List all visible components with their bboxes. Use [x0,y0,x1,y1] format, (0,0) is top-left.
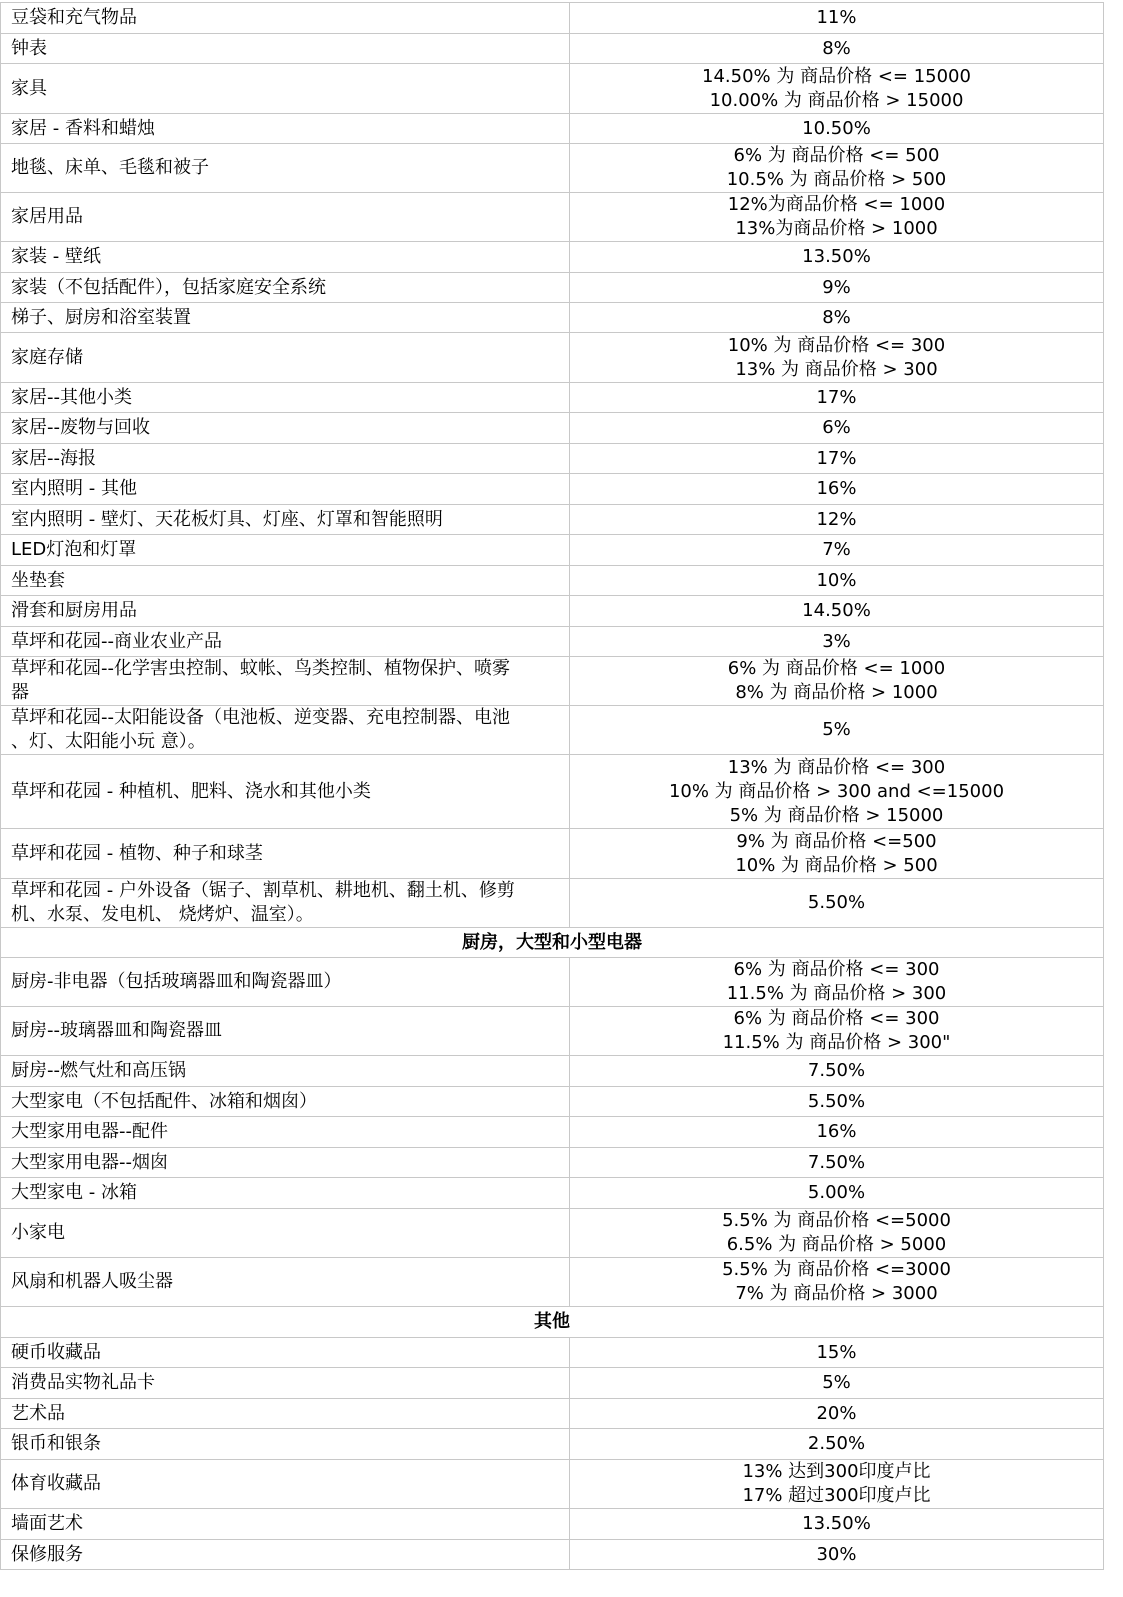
category-line: 家装（不包括配件），包括家庭安全系统 [11,276,326,298]
category-cell [1,474,570,505]
fee-line: 13% 为 商品价格 <= 300 [727,756,946,778]
table-row [1,144,1104,193]
fee-line: 5% 为 商品价格 > 15000 [729,804,944,826]
category-cell [1,333,570,383]
fee-line: 9% [822,276,851,298]
table-row [1,706,1104,755]
section-header-row [1,1307,1104,1338]
category-line: 草坪和花园 - 种植机、肥料、浇水和其他小类 [11,780,371,802]
fee-cell [570,1056,1104,1087]
category-line: 室内照明 - 壁灯、天花板灯具、灯座、灯罩和智能照明 [11,508,443,530]
table-row [1,64,1104,114]
table-row [1,273,1104,303]
fee-line: 10% [816,569,857,591]
fee-line: 11% [816,7,857,28]
category-cell [1,114,570,144]
category-cell [1,1368,570,1399]
fee-line: 13% 达到300印度卢比 [742,1461,931,1482]
category-line: 厨房--燃气灶和高压锅 [11,1060,186,1081]
fee-cell [570,1509,1104,1540]
fee-cell [570,273,1104,303]
fee-cell [570,1399,1104,1429]
fee-cell [570,1148,1104,1178]
category-line: 草坪和花园 - 户外设备（锯子、割草机、耕地机、翻土机、修剪 [11,880,515,901]
section-title: 其他 [1,1307,1104,1338]
fee-cell [570,1540,1104,1570]
category-line: 家居--废物与回收 [11,417,150,438]
category-line: 小家电 [11,1222,65,1243]
category-line: 大型家电 - 冰箱 [11,1182,137,1203]
category-cell [1,1509,570,1540]
fee-line: 14.50% 为 商品价格 <= 15000 [702,65,971,87]
fee-line: 15% [816,1341,857,1363]
table-row [1,755,1104,829]
fee-line: 5.5% 为 商品价格 <=5000 [722,1210,951,1231]
category-line: 银币和银条 [11,1433,101,1454]
fee-line: 17% [816,386,857,408]
fee-line: 10.00% 为 商品价格 > 15000 [709,89,964,111]
fee-cell [570,1368,1104,1399]
category-line: 地毯、床单、毛毯和被子 [11,157,209,178]
fee-cell [570,1460,1104,1509]
category-cell [1,755,570,829]
fee-cell [570,114,1104,144]
fee-line: 6% 为 商品价格 <= 500 [733,145,940,166]
fee-cell [570,303,1104,333]
fee-cell [570,383,1104,413]
fee-cell [570,879,1104,928]
table-row [1,1056,1104,1087]
category-cell [1,535,570,566]
category-line: 家居--海报 [11,447,96,469]
category-cell [1,706,570,755]
category-line: 机、水泵、发电机、 烧烤炉、温室）。 [11,904,314,925]
fee-cell [570,1429,1104,1460]
category-line: 梯子、厨房和浴室装置 [11,306,191,328]
fee-cell [570,34,1104,64]
category-line: 艺术品 [11,1402,65,1424]
fee-line: 9% 为 商品价格 <=500 [736,830,937,852]
category-cell [1,1460,570,1509]
fee-cell [570,755,1104,829]
table-row [1,413,1104,444]
category-line: 墙面艺术 [11,1513,83,1534]
category-cell [1,1117,570,1148]
category-line: 、灯、太阳能小玩 意）。 [11,731,206,752]
category-cell [1,657,570,706]
section-header-row [1,928,1104,958]
table-row [1,444,1104,474]
category-line: 豆袋和充气物品 [11,7,137,28]
category-cell [1,383,570,413]
category-line: 草坪和花园--太阳能设备（电池板、逆变器、充电控制器、电池 [11,707,510,728]
fee-cell [570,333,1104,383]
fee-cell [570,706,1104,755]
category-line: 体育收藏品 [11,1473,101,1494]
fee-line: 13.50% [802,246,871,267]
category-line: 室内照明 - 其他 [11,478,137,499]
fee-line: 10.50% [802,117,871,139]
category-cell [1,64,570,114]
fee-line: 6% 为 商品价格 <= 300 [733,1008,940,1029]
section-title: 厨房，大型和小型电器 [1,928,1104,958]
category-line: 钟表 [11,37,47,59]
fee-line: 10% 为 商品价格 > 300 and <=15000 [668,780,1005,802]
fee-line: 8% 为 商品价格 > 1000 [735,682,938,703]
category-line: 草坪和花园 - 植物、种子和球茎 [11,842,263,864]
table-row [1,1368,1104,1399]
fee-line: 12%为商品价格 <= 1000 [727,194,946,215]
fee-line: 20% [816,1402,857,1424]
category-cell [1,242,570,273]
fee-line: 12% [816,508,857,530]
category-cell [1,3,570,34]
fee-line: 16% [816,1121,857,1142]
category-cell [1,413,570,444]
category-cell [1,596,570,627]
category-line: 厨房-非电器（包括玻璃器皿和陶瓷器皿） [11,971,342,992]
fee-cell [570,474,1104,505]
fee-cell [570,566,1104,596]
fee-cell [570,444,1104,474]
table-row [1,383,1104,413]
category-cell [1,1429,570,1460]
fee-line: 11.5% 为 商品价格 > 300 [726,983,947,1004]
fee-cell [570,1258,1104,1307]
table-row [1,596,1104,627]
category-line: 家居--其他小类 [11,386,132,408]
category-cell [1,193,570,242]
category-cell [1,1540,570,1570]
fee-cell [570,505,1104,535]
category-cell [1,444,570,474]
category-line: 滑套和厨房用品 [11,600,137,621]
category-line: 家居 - 香料和蜡烛 [11,117,155,139]
category-cell [1,144,570,193]
table-row [1,1178,1104,1209]
fee-cell [570,242,1104,273]
table-row [1,1338,1104,1368]
category-line: 器 [11,682,29,703]
fee-line: 2.50% [807,1433,866,1454]
fee-line: 17% 超过300印度卢比 [742,1485,931,1506]
category-line: 家具 [11,77,47,99]
category-line: LED灯泡和灯罩 [11,539,137,560]
category-cell [1,505,570,535]
category-line: 草坪和花园--化学害虫控制、蚊帐、鸟类控制、植物保护、喷雾 [11,658,510,679]
table-row [1,114,1104,144]
fee-line: 5.00% [807,1182,866,1203]
category-cell [1,1399,570,1429]
category-cell [1,1178,570,1209]
category-line: 家居用品 [11,206,83,227]
fee-line: 10% 为 商品价格 <= 300 [727,334,946,356]
table-row [1,657,1104,706]
table-row [1,1429,1104,1460]
category-line: 家庭存储 [11,346,83,368]
category-line: 家装 - 壁纸 [11,246,101,267]
category-cell [1,829,570,879]
category-line: 坐垫套 [11,569,65,591]
fee-line: 7.50% [807,1151,866,1173]
category-line: 厨房--玻璃器皿和陶瓷器皿 [11,1020,222,1041]
category-line: 保修服务 [11,1543,83,1565]
fee-line: 8% [822,37,851,59]
category-cell [1,1056,570,1087]
category-cell [1,1087,570,1117]
category-cell [1,627,570,657]
fee-cell [570,1117,1104,1148]
table-row [1,958,1104,1007]
table-row [1,627,1104,657]
fee-line: 10% 为 商品价格 > 500 [735,854,938,876]
fee-line: 5.50% [807,892,866,913]
table-row [1,566,1104,596]
table-row [1,1399,1104,1429]
fee-cell [570,1087,1104,1117]
category-line: 消费品实物礼品卡 [11,1372,155,1393]
table-row [1,505,1104,535]
table-row [1,474,1104,505]
category-cell [1,879,570,928]
table-row [1,1117,1104,1148]
category-cell [1,34,570,64]
fee-line: 30% [816,1543,857,1565]
fee-cell [570,627,1104,657]
fee-cell [570,958,1104,1007]
category-line: 大型家电（不包括配件、冰箱和烟囱） [11,1090,317,1112]
table-row [1,1209,1104,1258]
fee-cell [570,3,1104,34]
table-row [1,829,1104,879]
table-row [1,1509,1104,1540]
fee-line: 5% [822,719,851,740]
category-cell [1,273,570,303]
table-row [1,1460,1104,1509]
fee-table [0,2,1104,1570]
fee-line: 7% 为 商品价格 > 3000 [735,1283,938,1304]
fee-cell [570,829,1104,879]
fee-line: 13% 为 商品价格 > 300 [735,358,938,380]
fee-line: 5.50% [807,1090,866,1112]
fee-line: 17% [816,447,857,469]
category-cell [1,303,570,333]
fee-cell [570,1209,1104,1258]
fee-line: 8% [822,306,851,328]
category-cell [1,1258,570,1307]
category-cell [1,1338,570,1368]
fee-line: 6% 为 商品价格 <= 300 [733,959,940,980]
fee-line: 10.5% 为 商品价格 > 500 [726,169,947,190]
table-row [1,333,1104,383]
fee-line: 6% 为 商品价格 <= 1000 [727,658,946,679]
category-cell [1,1148,570,1178]
fee-cell [570,144,1104,193]
category-cell [1,566,570,596]
fee-cell [570,64,1104,114]
category-cell [1,958,570,1007]
category-cell [1,1209,570,1258]
fee-line: 6.5% 为 商品价格 > 5000 [726,1234,947,1255]
fee-line: 11.5% 为 商品价格 > 300" [722,1032,951,1053]
table-row [1,242,1104,273]
fee-cell [570,535,1104,566]
fee-line: 13%为商品价格 > 1000 [735,218,938,239]
fee-line: 5.5% 为 商品价格 <=3000 [722,1259,951,1280]
fee-cell [570,1338,1104,1368]
fee-line: 5% [822,1372,851,1393]
table-row [1,34,1104,64]
fee-line: 6% [822,417,851,438]
fee-line: 3% [822,630,851,652]
table-row [1,535,1104,566]
fee-line: 7.50% [807,1060,866,1081]
fee-line: 13.50% [802,1513,871,1534]
fee-cell [570,596,1104,627]
fee-table-body [1,3,1104,1570]
table-row [1,1087,1104,1117]
fee-line: 16% [816,478,857,499]
fee-cell [570,1007,1104,1056]
category-cell [1,1007,570,1056]
table-row [1,1148,1104,1178]
fee-cell [570,193,1104,242]
table-row [1,3,1104,34]
fee-cell [570,657,1104,706]
table-row [1,1007,1104,1056]
fee-line: 14.50% [802,600,871,621]
category-line: 草坪和花园--商业农业产品 [11,630,222,652]
category-line: 大型家用电器--烟囱 [11,1151,168,1173]
fee-cell [570,1178,1104,1209]
table-row [1,879,1104,928]
fee-line: 7% [822,539,851,560]
category-line: 硬币收藏品 [11,1341,101,1363]
category-line: 风扇和机器人吸尘器 [11,1271,173,1292]
table-row [1,1258,1104,1307]
category-line: 大型家用电器--配件 [11,1121,168,1142]
table-row [1,1540,1104,1570]
table-row [1,193,1104,242]
fee-cell [570,413,1104,444]
table-row [1,303,1104,333]
